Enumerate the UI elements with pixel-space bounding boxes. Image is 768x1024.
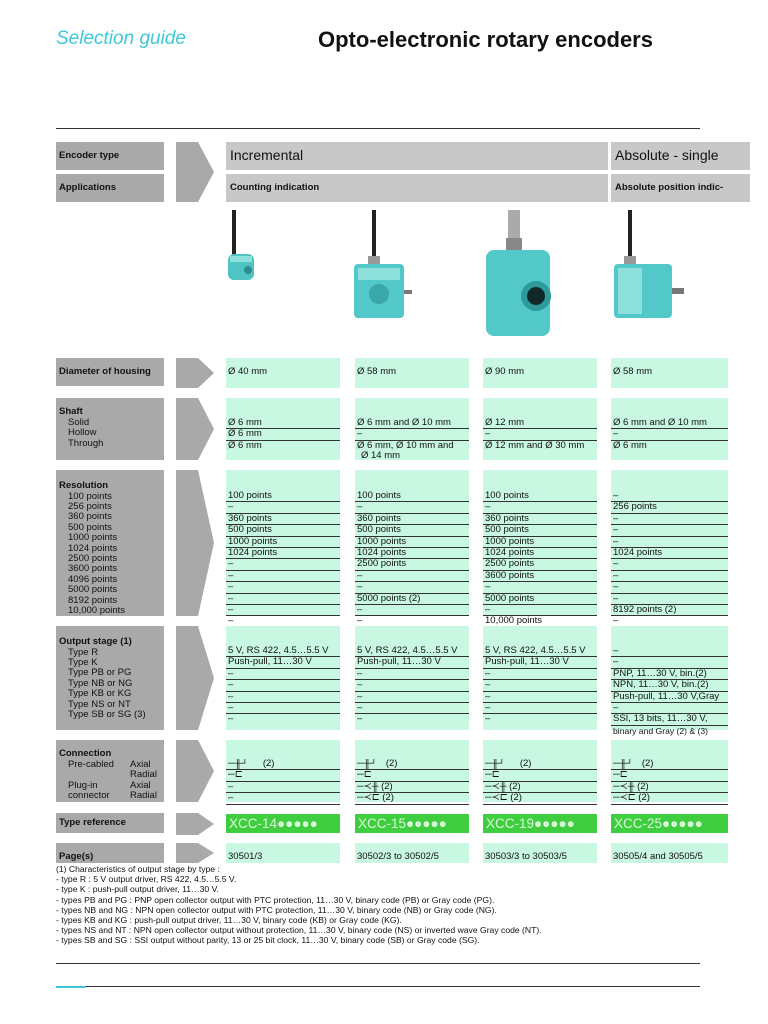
list-value: – <box>483 582 597 593</box>
shaft-value: – <box>355 429 469 440</box>
row-arrow <box>176 358 214 388</box>
resolution-title: Resolution <box>59 480 109 491</box>
plug-axial-icon: ─≺╫ <box>613 781 638 792</box>
diameter-cell: Ø 40 mm <box>226 358 340 388</box>
encoder-type-absolute: Absolute - single <box>611 142 750 170</box>
bottom-rule <box>56 963 700 964</box>
output-title: Output stage (1) <box>59 636 132 647</box>
pages-cell: 30501/3 <box>226 843 340 863</box>
shaft-value: Ø 6 mm, Ø 10 mm and <box>357 440 454 451</box>
shaft-value: Ø 6 mm and Ø 10 mm <box>611 418 728 429</box>
footer-accent <box>56 986 86 988</box>
footnote-line: - types SB and SG : SSI output without parity, 13 or 25 bit clock, 11…30 V, binary code (SB) or Gray code (SG). <box>56 935 480 946</box>
label-output <box>56 626 164 730</box>
label-shaft <box>56 398 164 460</box>
precabled-label: Pre-cabled <box>68 758 114 770</box>
encoder-image-absolute <box>612 210 688 322</box>
list-value: – <box>611 594 728 605</box>
plug-radial-icon: ─≺⊏ <box>613 793 639 804</box>
list-value: Push-pull, 11…30 V <box>355 657 469 668</box>
sub-label: Type SB or SG (3) <box>68 708 146 720</box>
diameter-cell: Ø 58 mm <box>355 358 469 388</box>
sub-label: 100 points <box>68 490 112 502</box>
shaft-title: Shaft <box>59 406 83 417</box>
sub-label: 5000 points <box>68 584 118 596</box>
type-reference: XCC-14●●●●● <box>226 814 340 833</box>
list-value: 1024 points <box>355 548 469 559</box>
plug-radial-icon: ─≺⊏ <box>485 793 511 804</box>
row-arrow <box>176 470 214 616</box>
encoder-image-90mm <box>484 210 552 338</box>
top-rule <box>56 128 700 129</box>
axial-label: Axial <box>130 758 151 770</box>
shaft-sub: Solid <box>68 416 90 428</box>
sub-label: 2500 points <box>68 552 118 564</box>
row-arrow <box>176 398 214 460</box>
plug-radial-icon: ─≺⊏ <box>357 793 383 804</box>
list-value: – <box>226 559 340 570</box>
list-value: – <box>226 692 340 703</box>
list-value: 1024 points <box>226 548 340 559</box>
conn-precabled-axial: ─╫┘ (2) <box>355 759 469 770</box>
list-value: – <box>483 502 597 513</box>
sub-label: 1000 points <box>68 532 118 544</box>
list-value: – <box>483 680 597 691</box>
output-cell <box>611 626 728 736</box>
list-value: 360 points <box>226 514 340 525</box>
list-value: PNP, 11…30 V, bin.(2) <box>611 669 728 680</box>
list-value: – <box>355 692 469 703</box>
list-value: 360 points <box>483 514 597 525</box>
sub-label: Type NB or NG <box>68 677 133 689</box>
list-value: – <box>611 491 728 502</box>
sub-label: 256 points <box>68 500 112 512</box>
list-value: 10,000 points <box>485 616 543 627</box>
list-value: 100 points <box>226 491 340 502</box>
list-value: – <box>483 692 597 703</box>
label-resolution <box>56 470 164 616</box>
shaft-cell <box>483 398 597 460</box>
list-value: – <box>355 680 469 691</box>
type-reference: XCC-25●●●●● <box>611 814 728 833</box>
connection-cell <box>355 740 469 802</box>
diameter-cell: Ø 90 mm <box>483 358 597 388</box>
footer-rule <box>56 986 700 987</box>
section-title: Selection guide <box>56 28 186 49</box>
application-incremental: Counting indication <box>226 174 608 202</box>
list-value: – <box>226 605 340 616</box>
shaft-value: Ø 12 mm <box>483 418 597 429</box>
label-connection <box>56 740 164 802</box>
conn-plugin-radial: ─≺⊏ (2) <box>611 793 728 804</box>
list-value: – <box>357 616 363 627</box>
list-value: – <box>611 703 728 714</box>
conn-plugin-radial: ─≺⊏ (2) <box>483 793 597 804</box>
shaft-value: Ø 6 mm <box>613 440 647 451</box>
conn-precabled-radial <box>355 770 469 781</box>
resolution-cell <box>483 470 597 627</box>
sub-label: 1024 points <box>68 542 118 554</box>
conn-plugin-axial: ─≺╫ (2) <box>483 782 597 793</box>
conn-plugin-axial: – <box>226 782 340 793</box>
list-value: 3600 points <box>483 571 597 582</box>
encoder-image-58mm <box>352 210 412 322</box>
sub-label: Type KB or KG <box>68 688 132 700</box>
page-title: Opto-electronic rotary encoders <box>318 27 653 52</box>
sub-label: Type NS or NT <box>68 698 131 710</box>
list-value: – <box>355 703 469 714</box>
list-value: 1024 points <box>611 548 728 559</box>
list-value: 1000 points <box>483 537 597 548</box>
radial-label: Radial <box>130 790 157 801</box>
cable-axial-icon: ─╫┘ <box>485 759 508 769</box>
sub-label: Type R <box>68 646 99 658</box>
list-value: 5 V, RS 422, 4.5…5.5 V <box>483 646 597 657</box>
resolution-cell <box>355 470 469 627</box>
sub-label: Type K <box>68 656 98 668</box>
shaft-value: – <box>611 429 728 440</box>
application-absolute: Absolute position indic- <box>611 174 750 202</box>
sub-label: 500 points <box>68 521 112 533</box>
list-value: 5000 points <box>483 594 597 605</box>
cable-radial-icon: ─⊏ <box>357 770 372 781</box>
row-arrow <box>176 843 214 863</box>
resolution-cell <box>226 470 340 627</box>
label-applications: Applications <box>56 174 164 202</box>
conn-plugin-radial: – <box>226 793 340 804</box>
list-value: 5 V, RS 422, 4.5…5.5 V <box>355 646 469 657</box>
connector-label: connector <box>68 790 110 801</box>
list-value: Push-pull, 11…30 V <box>483 657 597 668</box>
encoder-image-40mm <box>226 210 258 286</box>
cable-radial-icon: ─⊏ <box>485 770 500 781</box>
sub-label: 10,000 points <box>68 604 126 616</box>
sub-label: 4096 points <box>68 573 118 585</box>
sub-label: 3600 points <box>68 563 118 575</box>
list-value: Push-pull, 11…30 V,Gray <box>611 692 728 703</box>
list-value: – <box>483 703 597 714</box>
conn-precabled-axial: ─╫┘ (2) <box>611 759 728 770</box>
footnote-line: - types NB and NG : NPN open collector output with PTC protection, 11…30 V, binary code (NB) or Gray code (NG). <box>56 904 497 915</box>
list-value: – <box>611 525 728 536</box>
list-value: – <box>226 703 340 714</box>
list-value: – <box>611 559 728 570</box>
list-value: – <box>226 582 340 593</box>
plug-axial-icon: ─≺╫ <box>357 781 382 792</box>
footnotes <box>56 864 542 946</box>
list-value: – <box>355 669 469 680</box>
list-value: – <box>355 571 469 582</box>
list-value: – <box>611 514 728 525</box>
list-value: – <box>611 582 728 593</box>
footnote-line: (1) Characteristics of output stage by type : <box>56 864 220 874</box>
list-value: 1000 points <box>355 537 469 548</box>
list-value: – <box>226 594 340 605</box>
list-value: – <box>226 571 340 582</box>
connection-cell <box>483 740 597 802</box>
list-value: 8192 points (2) <box>611 605 728 616</box>
connection-title: Connection <box>59 748 112 759</box>
list-value: – <box>226 669 340 680</box>
label-diameter: Diameter of housing <box>56 358 164 386</box>
shaft-value: Ø 6 mm and Ø 10 mm <box>355 418 469 429</box>
list-value: 1024 points <box>483 548 597 559</box>
list-value: 2500 points <box>355 559 469 570</box>
shaft-cell <box>226 398 340 460</box>
row-arrow <box>176 740 214 802</box>
diameter-cell: Ø 58 mm <box>611 358 728 388</box>
conn-plugin-axial: ─≺╫ (2) <box>355 782 469 793</box>
conn-plugin-axial: ─≺╫ (2) <box>611 782 728 793</box>
pages-cell: 30505/4 and 30505/5 <box>611 843 728 863</box>
shaft-cell <box>611 398 728 460</box>
sub-label: 8192 points <box>68 594 118 606</box>
footnote-line: - types NS and NT : NPN open collector output without protection, 11…30 V, binary code (NS) or inverted wave Gray code (NT). <box>56 925 542 936</box>
cable-radial-icon: ─⊏ <box>613 770 628 781</box>
list-value: 500 points <box>355 525 469 536</box>
list-value: 2500 points <box>483 559 597 570</box>
row-arrow <box>176 813 214 835</box>
cable-axial-icon: ─╫┘ <box>613 759 636 769</box>
list-value: SSI, 13 bits, 11…30 V, <box>611 714 728 725</box>
list-value: 1000 points <box>226 537 340 548</box>
list-value: – <box>357 714 363 725</box>
conn-precabled-radial <box>483 770 597 781</box>
type-reference: XCC-15●●●●● <box>355 814 469 833</box>
conn-precabled-axial: ─╫┘ (2) <box>483 759 597 770</box>
shaft-value: Ø 14 mm <box>361 451 401 462</box>
shaft-sub: Hollow <box>68 427 97 438</box>
resolution-cell <box>611 470 728 627</box>
list-value: 360 points <box>355 514 469 525</box>
cable-radial-icon: ─⊏ <box>228 770 243 781</box>
list-value: 5000 points (2) <box>355 594 469 605</box>
pages-cell: 30502/3 to 30502/5 <box>355 843 469 863</box>
conn-plugin-radial: ─≺⊏ (2) <box>355 793 469 804</box>
list-value: – <box>483 669 597 680</box>
list-value: – <box>228 714 234 725</box>
shaft-value: Ø 12 mm and Ø 30 mm <box>485 440 585 451</box>
list-value: 500 points <box>226 525 340 536</box>
footnote-line: - types KB and KG : push-pull output driver, 11…30 V, binary code (KB) or Gray code (KG). <box>56 915 402 926</box>
list-value: – <box>483 605 597 616</box>
type-reference: XCC-19●●●●● <box>483 814 597 833</box>
shaft-sub: Through <box>68 437 104 449</box>
output-cell <box>226 626 340 730</box>
shaft-value: – <box>483 429 597 440</box>
output-cell <box>483 626 597 730</box>
shaft-value: Ø 6 mm <box>226 418 340 429</box>
plug-axial-icon: ─≺╫ <box>485 781 510 792</box>
list-value: 100 points <box>355 491 469 502</box>
list-value: binary and Gray (2) & (3) <box>613 725 709 736</box>
list-value: – <box>355 582 469 593</box>
footnote-line: - type K : push-pull output driver, 11…30 V. <box>56 884 219 895</box>
list-value: – <box>355 605 469 616</box>
list-value: – <box>611 537 728 548</box>
connection-cell <box>611 740 728 802</box>
connection-cell <box>226 740 340 802</box>
conn-precabled-axial: ─╫┘ (2) <box>226 759 340 770</box>
footnote-line: - types PB and PG : PNP open collector output with PTC protection, 11…30 V, binary code (PB) or Gray code (PG). <box>56 894 495 905</box>
list-value: 256 points <box>611 502 728 513</box>
encoder-type-incremental: Incremental <box>226 142 608 170</box>
sub-label: 360 points <box>68 511 112 523</box>
row-arrow <box>176 142 214 202</box>
list-value: – <box>485 714 491 725</box>
shaft-cell <box>355 398 469 460</box>
cable-axial-icon: ─╫┘ <box>357 759 380 769</box>
label-encoder-type: Encoder type <box>56 142 164 170</box>
list-value: 500 points <box>483 525 597 536</box>
axial-label: Axial <box>130 779 151 791</box>
list-value: Push-pull, 11…30 V <box>226 657 340 668</box>
list-value: 100 points <box>483 491 597 502</box>
list-value: 5 V, RS 422, 4.5…5.5 V <box>226 646 340 657</box>
list-value: – <box>228 616 234 627</box>
label-pages: Page(s) <box>56 843 164 863</box>
list-value: – <box>226 680 340 691</box>
shaft-value: Ø 6 mm <box>228 440 262 451</box>
list-value: – <box>611 571 728 582</box>
cable-axial-icon: ─╫┘ <box>228 759 251 769</box>
conn-precabled-radial <box>226 770 340 781</box>
list-value: – <box>611 657 728 668</box>
pages-cell: 30503/3 to 30503/5 <box>483 843 597 863</box>
output-cell <box>355 626 469 730</box>
list-value: – <box>226 502 340 513</box>
row-arrow <box>176 626 214 730</box>
list-value: – <box>355 502 469 513</box>
shaft-value: Ø 6 mm <box>226 429 340 440</box>
list-value: – <box>611 646 728 657</box>
list-value: NPN, 11…30 V, bin.(2) <box>611 680 728 691</box>
radial-label: Radial <box>130 769 157 780</box>
conn-precabled-radial <box>611 770 728 781</box>
label-type-reference: Type reference <box>56 813 164 833</box>
sub-label: Type PB or PG <box>68 667 132 679</box>
list-value: – <box>613 616 619 627</box>
footnote-line: - type R : 5 V output driver, RS 422, 4.5…5.5 V. <box>56 874 237 885</box>
plugin-label: Plug-in <box>68 779 98 791</box>
